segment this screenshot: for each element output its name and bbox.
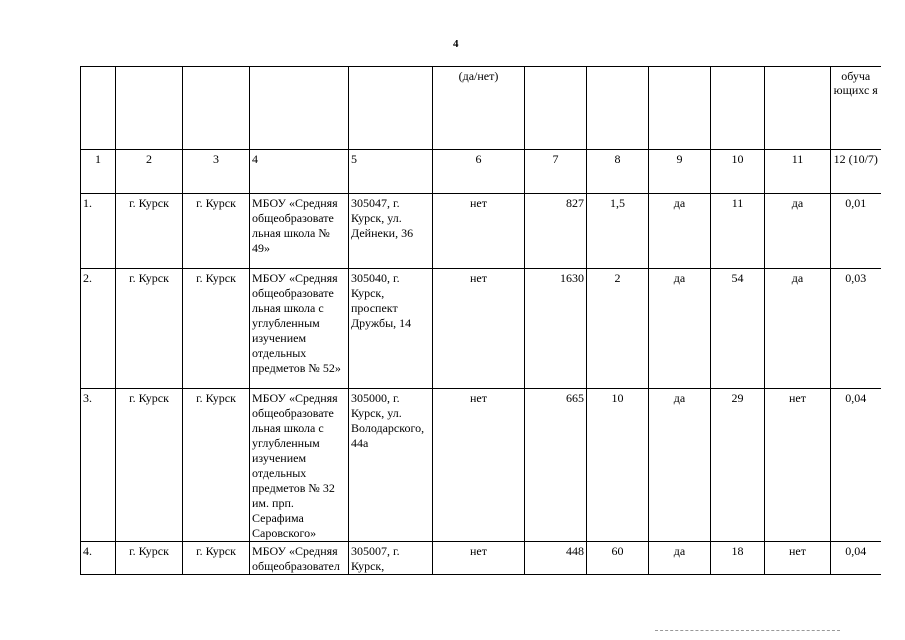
value-cell: 54 <box>711 269 765 389</box>
value-cell: 1,5 <box>587 194 649 269</box>
scan-artifact-line <box>655 630 840 631</box>
value-cell: нет <box>765 389 831 542</box>
address-cell: 305047, г. Курск, ул. Дейнеки, 36 <box>349 194 433 269</box>
column-number-row <box>81 150 881 194</box>
city-cell: г. Курск <box>183 389 250 542</box>
column-number: 3 <box>183 150 250 194</box>
value-cell: да <box>765 194 831 269</box>
row-number: 3. <box>81 389 116 542</box>
value-cell: нет <box>433 389 525 542</box>
value-cell: 18 <box>711 542 765 575</box>
city-cell: г. Курск <box>116 542 183 575</box>
school-name-cell: МБОУ «Средняя общеобразовате льная школа с углубленным изучением отдельных предметов № 52» <box>250 269 349 389</box>
value-cell: 0,04 <box>831 542 881 575</box>
column-number: 4 <box>250 150 349 194</box>
value-cell: нет <box>765 542 831 575</box>
column-number: 6 <box>433 150 525 194</box>
address-cell: 305000, г. Курск, ул. Володарского, 44а <box>349 389 433 542</box>
school-name-cell: МБОУ «Средняя общеобразовател <box>250 542 349 575</box>
column-number: 7 <box>525 150 587 194</box>
address-cell: 305007, г. Курск, <box>349 542 433 575</box>
header-cell <box>81 67 116 150</box>
value-cell: нет <box>433 194 525 269</box>
header-cell <box>587 67 649 150</box>
value-cell: нет <box>433 542 525 575</box>
header-cell <box>765 67 831 150</box>
value-cell: 0,03 <box>831 269 881 389</box>
table-row <box>81 542 881 575</box>
value-cell: 448 <box>525 542 587 575</box>
column-number: 10 <box>711 150 765 194</box>
header-cell-col12: обуча ющихс я <box>831 67 881 150</box>
value-cell: 0,04 <box>831 389 881 542</box>
value-cell: да <box>649 194 711 269</box>
column-number: 9 <box>649 150 711 194</box>
table-row <box>81 389 881 542</box>
header-cell <box>183 67 250 150</box>
header-cell <box>250 67 349 150</box>
header-cell <box>525 67 587 150</box>
value-cell: 60 <box>587 542 649 575</box>
value-cell: 11 <box>711 194 765 269</box>
header-cell <box>116 67 183 150</box>
page-number: 4 <box>453 38 459 50</box>
column-number: 12 (10/7) <box>831 150 881 194</box>
value-cell: 29 <box>711 389 765 542</box>
value-cell: да <box>649 269 711 389</box>
value-cell: 1630 <box>525 269 587 389</box>
row-number: 2. <box>81 269 116 389</box>
header-row <box>81 67 881 150</box>
school-name-cell: МБОУ «Средняя общеобразовате льная школа с углубленным изучением отдельных предметов № 32 им. прп. Серафима Саровского» <box>250 389 349 542</box>
value-cell: 827 <box>525 194 587 269</box>
value-cell: да <box>649 389 711 542</box>
city-cell: г. Курск <box>116 194 183 269</box>
column-number: 5 <box>349 150 433 194</box>
table-row <box>81 269 881 389</box>
header-cell <box>711 67 765 150</box>
table-row <box>81 194 881 269</box>
row-number: 1. <box>81 194 116 269</box>
schools-table <box>80 66 881 575</box>
column-number: 2 <box>116 150 183 194</box>
city-cell: г. Курск <box>183 194 250 269</box>
value-cell: 665 <box>525 389 587 542</box>
value-cell: нет <box>433 269 525 389</box>
value-cell: да <box>765 269 831 389</box>
column-number: 1 <box>81 150 116 194</box>
address-cell: 305040, г. Курск, проспект Дружбы, 14 <box>349 269 433 389</box>
header-cell <box>349 67 433 150</box>
column-number: 8 <box>587 150 649 194</box>
value-cell: 2 <box>587 269 649 389</box>
value-cell: 10 <box>587 389 649 542</box>
header-cell <box>649 67 711 150</box>
row-number: 4. <box>81 542 116 575</box>
city-cell: г. Курск <box>183 269 250 389</box>
city-cell: г. Курск <box>116 389 183 542</box>
value-cell: 0,01 <box>831 194 881 269</box>
value-cell: да <box>649 542 711 575</box>
city-cell: г. Курск <box>183 542 250 575</box>
column-number: 11 <box>765 150 831 194</box>
city-cell: г. Курск <box>116 269 183 389</box>
header-cell-col6: (да/нет) <box>433 67 525 150</box>
school-name-cell: МБОУ «Средняя общеобразовате льная школа № 49» <box>250 194 349 269</box>
